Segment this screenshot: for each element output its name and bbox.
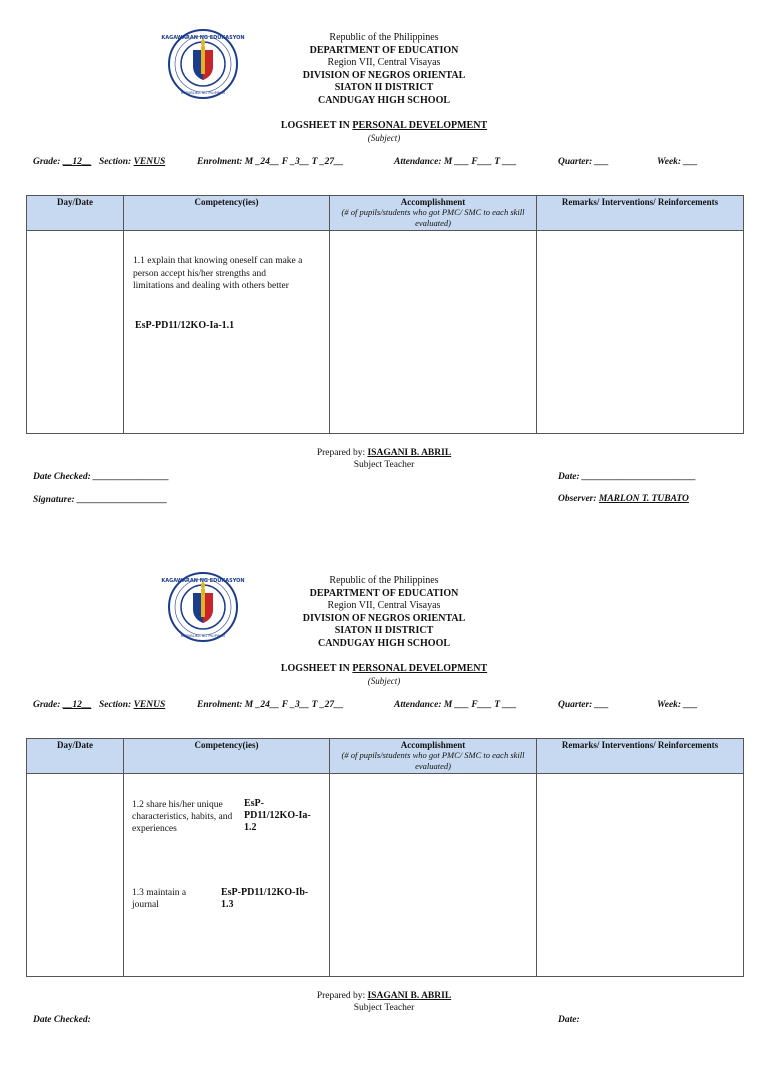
subject-caption: (Subject): [367, 676, 401, 686]
observer-line: Observer: MARLON T. TUBATO: [558, 494, 689, 504]
week-field: Week: ___: [657, 700, 698, 710]
cell-competency: [124, 231, 330, 434]
header-competencies: Competency(ies): [124, 739, 330, 774]
cell-remarks: [537, 774, 744, 977]
header-district: SIATON II DISTRICT: [334, 82, 434, 93]
header-department: DEPARTMENT OF EDUCATION: [309, 587, 459, 599]
deped-seal-logo: [161, 571, 245, 643]
signature-line: Signature: ___________________: [33, 495, 168, 505]
logsheet-prefix: LOGSHEET IN: [280, 663, 353, 674]
logsheet-subject: PERSONAL DEVELOPMENT: [352, 663, 488, 674]
header-region: Region VII, Central Visayas: [327, 57, 441, 68]
teacher-role: Subject Teacher: [353, 1003, 415, 1013]
header-competencies: Competency(ies): [124, 196, 330, 231]
teacher-role: Subject Teacher: [353, 460, 415, 470]
header-republic: Republic of the Philippines: [329, 32, 439, 43]
attendance-field: Attendance: M ___ F___ T ___: [394, 700, 517, 710]
deped-seal-logo: [161, 28, 245, 100]
header-accomplishment: Accomplishment (# of pupils/students who got PMC/ SMC to each skill evaluated): [330, 739, 537, 774]
competency-code: EsP-PD11/12KO-Ia-1.1: [135, 320, 235, 331]
header-division: DIVISION OF NEGROS ORIENTAL: [302, 612, 466, 624]
teacher-name: ISAGANI B. ABRIL: [367, 448, 452, 458]
header-remarks: Remarks/ Interventions/ Reinforcements: [537, 196, 744, 231]
date-checked-line: Date Checked: ________________: [33, 472, 170, 482]
grade-field: Grade: __12__: [33, 157, 92, 167]
header-republic: Republic of the Philippines: [329, 575, 439, 586]
week-field: Week: ___: [657, 157, 698, 167]
competency-text: 1.3 maintain a journal: [132, 888, 187, 910]
svg-text:KAGAWARAN NG EDUKASYON: KAGAWARAN NG EDUKASYON: [161, 578, 245, 584]
quarter-field: Quarter: ___: [558, 157, 609, 167]
prepared-by-block: Prepared by: ISAGANI B. ABRIL Subject Teacher: [234, 990, 534, 1014]
cell-accomplishment: [330, 774, 537, 977]
logsheet-table: [26, 195, 744, 434]
cell-day-date: [27, 774, 124, 977]
logsheet-title: [184, 663, 584, 674]
section-field: Section: VENUS: [99, 700, 166, 710]
prepared-by-block: Prepared by: ISAGANI B. ABRIL Subject Teacher: [234, 447, 534, 471]
header-region: Region VII, Central Visayas: [327, 600, 441, 611]
logsheet-subject: PERSONAL DEVELOPMENT: [352, 120, 488, 131]
date-checked-line: Date Checked:: [33, 1015, 91, 1025]
logsheet-page-1: [0, 0, 768, 530]
cell-competency: [124, 774, 330, 977]
competency-code: EsP-PD11/12KO-Ia-1.2: [244, 798, 311, 833]
logsheet-table: [26, 738, 744, 977]
svg-text:KAGAWARAN NG EDUKASYON: KAGAWARAN NG EDUKASYON: [161, 35, 245, 41]
section-field: Section: VENUS: [99, 157, 166, 167]
teacher-name: ISAGANI B. ABRIL: [367, 991, 452, 1001]
competency-code: EsP-PD11/12KO-Ib-1.3: [221, 887, 309, 910]
subject-caption: (Subject): [367, 133, 401, 143]
header-district: SIATON II DISTRICT: [334, 625, 434, 636]
date-line: Date:: [558, 1015, 580, 1025]
svg-text:REPUBLIKA NG PILIPINAS: REPUBLIKA NG PILIPINAS: [180, 634, 226, 638]
logsheet-title: [184, 120, 584, 131]
header-day-date: Day/Date: [27, 739, 124, 774]
cell-accomplishment: [330, 231, 537, 434]
attendance-field: Attendance: M ___ F___ T ___: [394, 157, 517, 167]
svg-text:REPUBLIKA NG PILIPINAS: REPUBLIKA NG PILIPINAS: [180, 91, 226, 95]
header-school: CANDUGAY HIGH SCHOOL: [317, 637, 451, 649]
cell-remarks: [537, 231, 744, 434]
date-line: Date: ________________________: [558, 472, 697, 482]
quarter-field: Quarter: ___: [558, 700, 609, 710]
enrolment-field: Enrolment: M _24__ F _3__ T _27__: [197, 700, 344, 710]
header-day-date: Day/Date: [27, 196, 124, 231]
competency-text: 1.2 share his/her unique characteristics, habits, and experiences: [132, 800, 233, 834]
header-department: DEPARTMENT OF EDUCATION: [309, 44, 459, 56]
header-remarks: Remarks/ Interventions/ Reinforcements: [537, 739, 744, 774]
header-division: DIVISION OF NEGROS ORIENTAL: [302, 69, 466, 81]
logsheet-page-2: [0, 543, 768, 1073]
grade-field: Grade: __12__: [33, 700, 92, 710]
cell-day-date: [27, 231, 124, 434]
logsheet-prefix: LOGSHEET IN: [280, 120, 353, 131]
observer-name: MARLON T. TUBATO: [598, 494, 689, 504]
competency-text: 1.1 explain that knowing oneself can make a person accept his/her strengths and limitations and dealing with others better: [133, 256, 303, 291]
school-header: [234, 575, 534, 650]
header-accomplishment: Accomplishment (# of pupils/students who got PMC/ SMC to each skill evaluated): [330, 196, 537, 231]
enrolment-field: Enrolment: M _24__ F _3__ T _27__: [197, 157, 344, 167]
header-school: CANDUGAY HIGH SCHOOL: [317, 94, 451, 106]
school-header: [234, 32, 534, 107]
